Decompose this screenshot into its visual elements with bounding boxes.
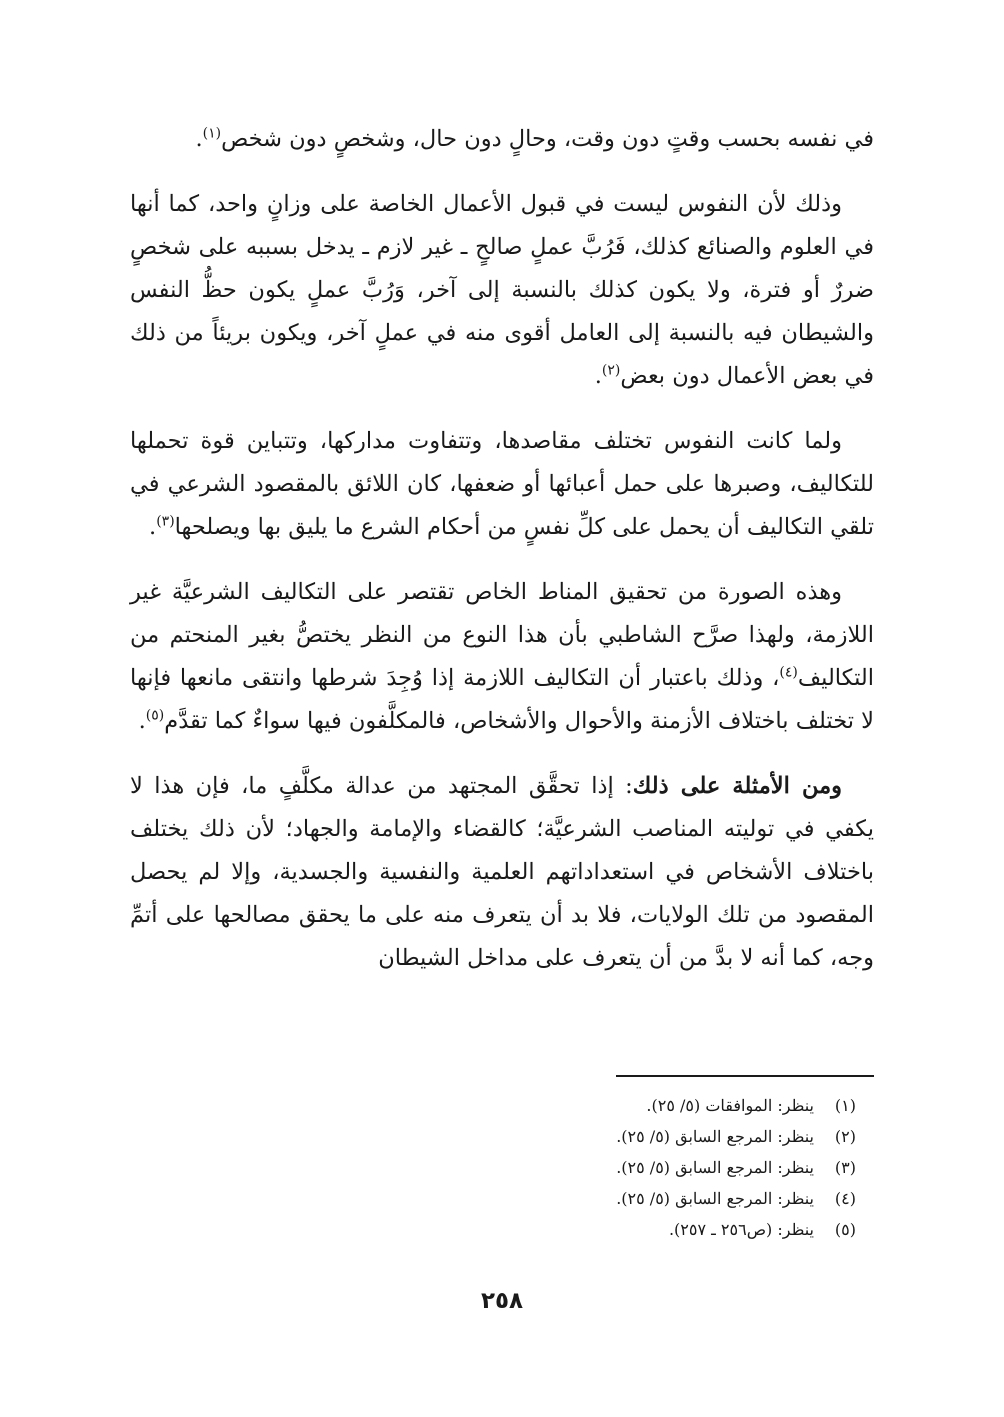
paragraph-5 — [130, 765, 874, 980]
footnote-item — [130, 1121, 856, 1152]
footnote-number: (٣) — [834, 1158, 856, 1177]
footnotes-list — [130, 1090, 856, 1245]
footnote-number: (٤) — [834, 1189, 856, 1208]
paragraph-1 — [130, 118, 874, 161]
footnote-ref-3[interactable]: (٣) — [156, 513, 175, 530]
paragraph-tail: . — [195, 126, 203, 152]
footnote-ref-5[interactable]: (٥) — [145, 707, 165, 724]
paragraph-text: وذلك لأن النفوس ليست في قبول الأعمال الخاصة على وزانٍ واحد، كما أنها في العلوم والصنائع كذلك، فَرُبَّ عملٍ صالحٍ ـ غير لازم ـ يدخل بسببه على شخصٍ ضررٌ أو فترة، ولا يكون كذلك بالنسبة إلى آخر، وَرُبَّ عملٍ يكون حظُّ النفس والشيطان فيه بالنسبة إلى العامل أقوى منه في عملٍ آخر، ويكون بريئاً من ذلك في بعض الأعمال دون بعض — [130, 191, 874, 389]
footnote-ref-1[interactable]: (١) — [202, 125, 222, 142]
footnote-number: (٢) — [834, 1127, 856, 1146]
footnote-text: ينظر: الموافقات (٥/ ٢٥). — [646, 1096, 814, 1115]
footnote-ref-4[interactable]: (٤) — [779, 664, 798, 681]
footnote-item — [130, 1090, 856, 1121]
footnote-number: (٥) — [834, 1220, 856, 1239]
paragraph-text: وهذه الصورة من تحقيق المناط الخاص تقتصر على التكاليف الشرعيَّة غير اللازمة، ولهذا صرَّح الشاطبي بأن هذا النوع من النظر يختصُّ بغير المنحتم من التكاليف — [130, 579, 874, 691]
footnote-text: ينظر: المرجع السابق (٥/ ٢٥). — [616, 1127, 814, 1146]
paragraph-text: : إذا تحقَّق المجتهد من عدالة مكلَّفٍ ما، فإن هذا لا يكفي في توليته المناصب الشرعيَّة؛ كالقضاء والإمامة والجهاد؛ لأن ذلك يختلف باختلاف الأشخاص في استعداداتهم العلمية والنفسية والجسدية، وإلا لم يحصل المقصود من تلك الولايات، فلا بد أن يتعرف منه على ما يحقق مصالحها على أتمِّ وجه، كما أنه لا بدَّ من أن يتعرف على مداخل الشيطان — [130, 773, 874, 971]
footnote-separator — [616, 1075, 874, 1077]
paragraph-tail: . — [149, 514, 157, 540]
paragraph-text-continued: ، وذلك باعتبار أن التكاليف اللازمة إذا وُجِدَ شرطها وانتقى مانعها فإنها لا تختلف باختلاف الأزمنة والأحوال والأشخاص، فالمكلَّفون فيها سواءٌ كما تقدَّم — [130, 665, 874, 734]
paragraph-3 — [130, 420, 874, 549]
paragraph-2 — [130, 183, 874, 398]
footnote-text: ينظر: (ص٢٥٦ ـ ٢٥٧). — [668, 1220, 814, 1239]
footnote-ref-2[interactable]: (٢) — [601, 362, 621, 379]
paragraph-tail: . — [594, 363, 602, 389]
footnote-item — [130, 1152, 856, 1183]
footnote-item — [130, 1214, 856, 1245]
footnote-text: ينظر: المرجع السابق (٥/ ٢٥). — [616, 1158, 814, 1177]
page-number: ٢٥٨ — [480, 1288, 524, 1314]
paragraph-text: ولما كانت النفوس تختلف مقاصدها، وتتفاوت مداركها، وتتباين قوة تحملها للتكاليف، وصبرها على حمل أعبائها أو ضعفها، كان اللائق بالمقصود الشرعي في تلقي التكاليف أن يحمل على كلِّ نفسٍ من أحكام الشرع ما يليق بها ويصلحها — [130, 428, 874, 540]
paragraph-4 — [130, 571, 874, 743]
page-body — [130, 118, 874, 1002]
paragraph-lead-bold: ومن الأمثلة على ذلك — [632, 773, 843, 799]
footnote-number: (١) — [834, 1096, 856, 1115]
paragraph-text: في نفسه بحسب وقتٍ دون وقت، وحالٍ دون حال، وشخصٍ دون شخص — [221, 126, 874, 152]
footnote-item — [130, 1183, 856, 1214]
paragraph-tail: . — [138, 708, 146, 734]
footnote-text: ينظر: المرجع السابق (٥/ ٢٥). — [616, 1189, 814, 1208]
